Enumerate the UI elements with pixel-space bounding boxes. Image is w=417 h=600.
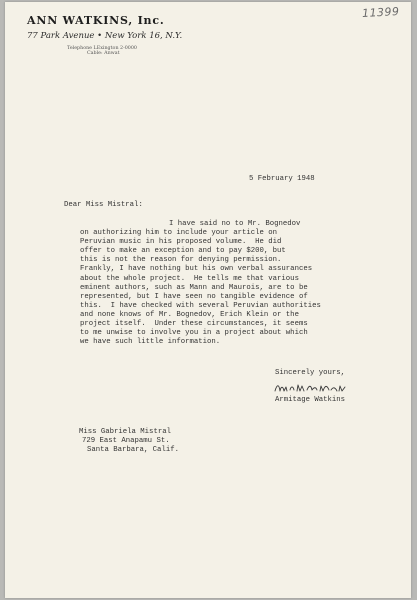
body-line: I have said no to Mr. Bognedov	[169, 220, 301, 228]
letter-body	[80, 220, 321, 347]
company-phone: Telephone LExington 2-0000	[67, 46, 137, 51]
company-address: 77 Park Avenue • New York 16, N.Y.	[27, 31, 183, 41]
body-line: on authorizing him to include your article on	[80, 229, 278, 238]
body-line: eminent authors, such as Mann and Maurois, are to be	[80, 283, 308, 292]
company-name: ANN WATKINS, Inc.	[27, 14, 165, 27]
body-line: Frankly, I have nothing but his own verbal assurances	[80, 265, 313, 274]
recipient-name: Miss Gabriela Mistral	[79, 428, 171, 436]
body-line: and none knows of Mr. Bognedov, Erich Klein or the	[80, 310, 299, 319]
handwritten-signature	[273, 383, 348, 393]
salutation: Dear Miss Mistral:	[64, 201, 143, 209]
letter-date: 5 February 1948	[249, 175, 315, 183]
letterhead	[27, 14, 247, 56]
archive-number: 11399	[361, 5, 400, 20]
signer-name: Armitage Watkins	[275, 396, 346, 404]
body-line: about the whole project. He tells me that various	[80, 274, 299, 283]
recipient-address	[79, 428, 179, 455]
body-line: offer to make an exception and to pay $200, but	[80, 247, 286, 256]
recipient-street: 729 East Anapamu St.	[82, 437, 170, 446]
closing: Sincerely yours,	[275, 369, 346, 377]
body-line: this. I have checked with several Peruvian authorities	[80, 301, 321, 310]
company-cable: Cable: Anwat	[87, 51, 120, 56]
body-line: project itself. Under these circumstances, it seems	[80, 320, 308, 329]
body-line: this is not the reason for denying permission.	[80, 256, 282, 265]
recipient-city: Santa Barbara, Calif.	[87, 446, 179, 455]
body-line: we have such little information.	[80, 338, 221, 347]
body-line: represented, but I have seen no tangible evidence of	[80, 292, 308, 301]
body-line: to me unwise to involve you in a project about which	[80, 329, 308, 338]
letter-page	[5, 2, 411, 598]
body-line: Peruvian music in his proposed volume. He did	[80, 238, 282, 247]
